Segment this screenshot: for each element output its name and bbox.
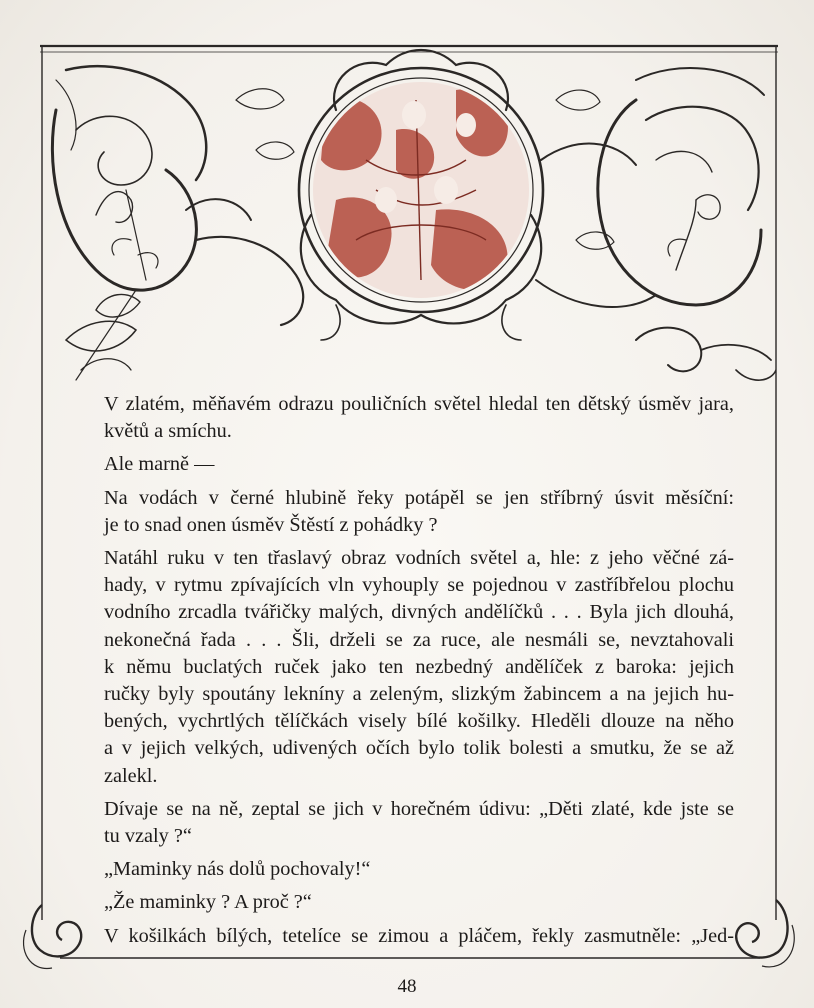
paragraph	[104, 796, 734, 850]
text-line: tu vzaly ?“	[104, 825, 192, 848]
text-line: zalekl.	[104, 764, 158, 787]
text-line: vodního zrcadla tvářičky malých, divných andělíčků . . . Byla jich dlouhá,	[104, 601, 734, 624]
text-line: je to snad onen úsměv Štěstí z pohádky ?	[104, 513, 438, 536]
page-number: 48	[397, 976, 417, 997]
body-text	[104, 391, 734, 950]
rococo-ornament-header	[36, 40, 776, 385]
paragraph	[104, 451, 734, 478]
text-line: a v jejich velkých, udivených očích bylo tolik bolesti a smutku, že se až	[104, 737, 734, 760]
text-line: Na vodách v černé hlubině řeky potápěl se jen stříbrný úsvit měsíční:	[104, 486, 734, 509]
text-line: hady, v rytmu zpívajících vln vyhouply se pojednou v zastříbřelou plochu	[104, 574, 734, 597]
text-line: Dívaje se na ně, zeptal se jich v horečném údivu: „Děti zlaté, kde jste se	[104, 797, 734, 820]
text-line: „Že maminky ? A proč ?“	[104, 891, 312, 914]
text-line: Ale marně —	[104, 453, 215, 476]
paragraph	[104, 485, 734, 539]
paragraph	[104, 856, 734, 883]
text-line: V košilkách bílých, tetelíce se zimou a pláčem, řekly zasmutněle: „Jed-	[104, 924, 734, 947]
text-line: k němu buclatých ruček jako ten nezbedný andělíček z baroka: jejich	[104, 655, 734, 678]
paragraph	[104, 545, 734, 790]
text-line: Natáhl ruku v ten třaslavý obraz vodních světel a, hle: z jeho věčné zá-	[104, 547, 734, 570]
text-line: nekonečná řada . . . Šli, drželi se za ruce, ale nesmáli se, nevztahovali	[104, 628, 734, 651]
text-line: bených, vychrtlých tělíčkách visely bílé košilky. Hleděli dlouze na něho	[104, 710, 734, 733]
text-line: ručky byly spoutány lekníny a zeleným, slizkým žabincem a na jejich hu-	[104, 683, 734, 706]
paragraph	[104, 391, 734, 445]
paragraph	[104, 889, 734, 916]
text-line: V zlatém, měňavém odrazu pouličních světel hledal ten dětský úsměv jara,	[104, 393, 734, 415]
text-line: „Maminky nás dolů pochovaly!“	[104, 858, 371, 881]
paragraph	[104, 923, 734, 950]
text-line: květů a smíchu.	[104, 420, 232, 443]
